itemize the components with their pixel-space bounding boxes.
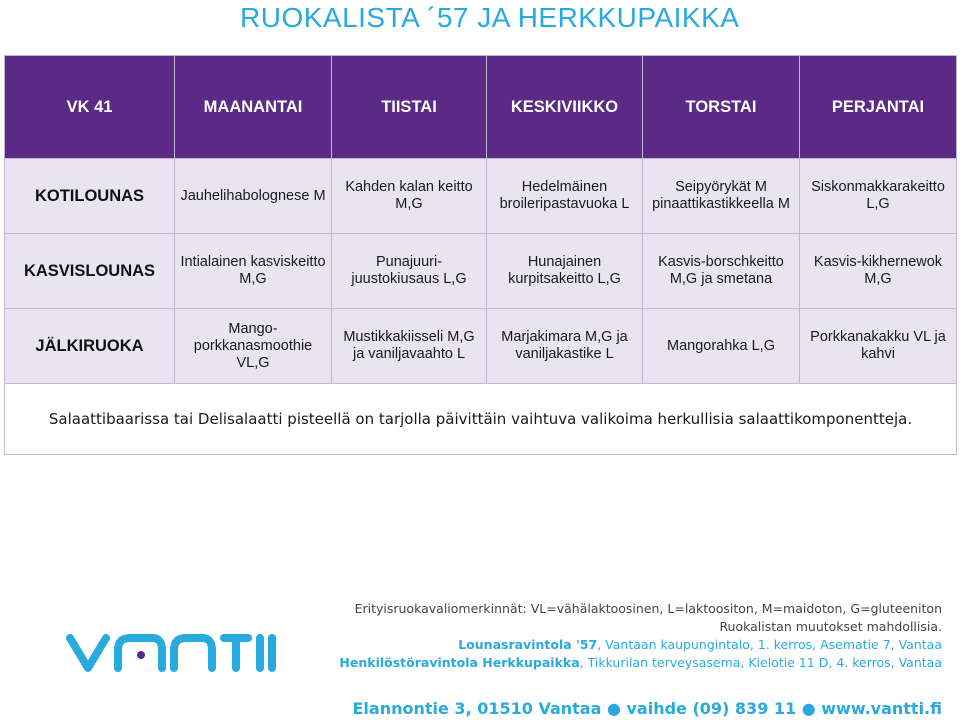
menu-cell: Seipyörykät M pinaattikastikkeella M [643, 159, 800, 234]
footer-info [339, 600, 942, 672]
menu-cell: Mango-porkkanasmoothie VL,G [175, 309, 332, 384]
menu-cell: Porkkanakakku VL ja kahvi [800, 309, 957, 384]
menu-cell: Kasvis-borschkeitto M,G ja smetana [643, 234, 800, 309]
menu-cell: Jauhelihabolognese M [175, 159, 332, 234]
restaurant-2-address: , Tikkurilan terveysasema, Kielotie 11 D, 4. kerros, Vantaa [579, 655, 942, 670]
menu-cell: Hedelmäinen broileripastavuoka L [487, 159, 643, 234]
table-row [5, 159, 957, 234]
restaurant-1 [339, 636, 942, 654]
table-row [5, 309, 957, 384]
restaurant-2 [339, 654, 942, 672]
menu-cell: Siskonmakkarakeitto L,G [800, 159, 957, 234]
day-friday: PERJANTAI [800, 56, 957, 159]
page-title: RUOKALISTA ´57 JA HERKKUPAIKKA [240, 2, 740, 33]
changes-note: Ruokalistan muutokset mahdollisia. [719, 619, 942, 634]
menu-cell: Marjakimara M,G ja vaniljakastike L [487, 309, 643, 384]
contact-line: Elannontie 3, 01510 Vantaa ● vaihde (09) 839 11 ● www.vantti.fi [352, 699, 942, 718]
diet-legend: Erityisruokavaliomerkinnät: VL=vähälaktoosinen, L=laktoositon, M=maidoton, G=gluteeniton [354, 601, 942, 616]
menu-cell: Kahden kalan keitto M,G [332, 159, 487, 234]
table-row [5, 234, 957, 309]
restaurant-1-name: Lounasravintola '57 [458, 637, 598, 652]
menu-table [4, 55, 957, 455]
day-wednesday: KESKIVIIKKO [487, 56, 643, 159]
menu-cell: Intialainen kasviskeitto M,G [175, 234, 332, 309]
salad-bar-note: Salaattibaarissa tai Delisalaatti pisteellä on tarjolla päivittäin vaihtuva valikoima herkullisia salaattikomponentteja. [5, 384, 957, 455]
menu-cell: Punajuuri-juustokiusaus L,G [332, 234, 487, 309]
restaurant-1-address: , Vantaan kaupungintalo, 1. kerros, Asematie 7, Vantaa [597, 637, 942, 652]
menu-cell: Kasvis-kikhernewok M,G [800, 234, 957, 309]
day-thursday: TORSTAI [643, 56, 800, 159]
menu-cell: Mangorahka L,G [643, 309, 800, 384]
note-row [5, 384, 957, 455]
header-row [5, 56, 957, 159]
menu-cell: Mustikkakiisseli M,G ja vaniljavaahto L [332, 309, 487, 384]
vantti-logo [66, 628, 280, 676]
row-label: KASVISLOUNAS [5, 234, 175, 309]
day-monday: MAANANTAI [175, 56, 332, 159]
row-label: JÄLKIRUOKA [5, 309, 175, 384]
week-label: VK 41 [5, 56, 175, 159]
day-tuesday: TIISTAI [332, 56, 487, 159]
row-label: KOTILOUNAS [5, 159, 175, 234]
menu-cell: Hunajainen kurpitsakeitto L,G [487, 234, 643, 309]
restaurant-2-name: Henkilöstöravintola Herkkupaikka [339, 655, 580, 670]
